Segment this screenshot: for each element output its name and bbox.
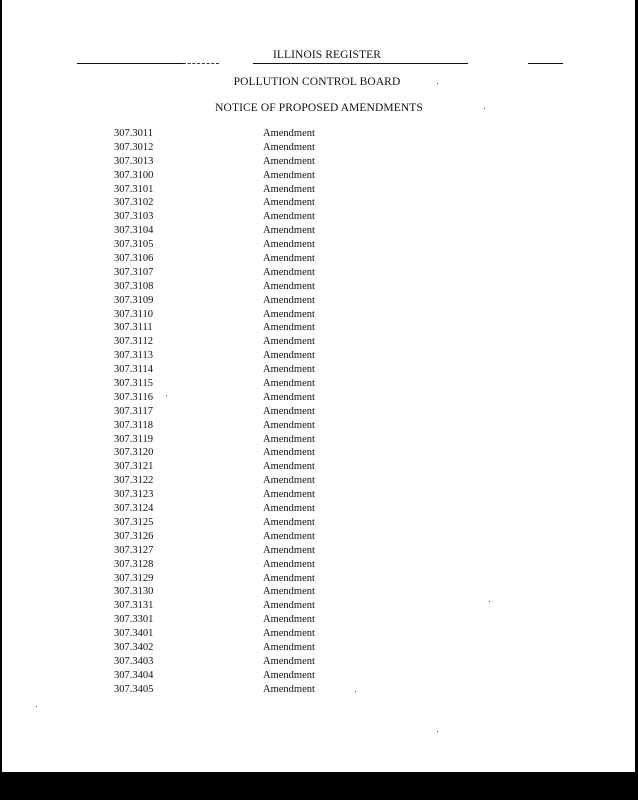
section-action: Amendment — [263, 544, 315, 556]
section-action: Amendment — [263, 600, 315, 612]
section-action: Amendment — [263, 641, 315, 653]
section-action: Amendment — [263, 211, 315, 223]
section-row — [0, 460, 638, 474]
section-number: 307.3100 — [114, 169, 154, 181]
section-row — [0, 613, 638, 627]
section-action: Amendment — [263, 322, 315, 334]
section-action: Amendment — [263, 364, 315, 376]
section-number: 307.3011 — [114, 128, 153, 139]
section-number: 307.3125 — [114, 516, 154, 528]
section-action: Amendment — [263, 266, 315, 278]
section-number: 307.3128 — [114, 558, 154, 570]
scan-speck — [437, 731, 438, 732]
section-row — [0, 210, 638, 224]
section-number: 307.3119 — [114, 433, 153, 445]
scan-speck — [36, 706, 37, 707]
scan-speck — [437, 83, 438, 84]
section-action: Amendment — [263, 197, 315, 209]
section-number: 307.3103 — [114, 211, 154, 223]
section-action: Amendment — [263, 336, 315, 348]
section-action: Amendment — [263, 350, 315, 362]
section-number: 307.3121 — [114, 461, 154, 473]
section-row — [0, 585, 638, 599]
section-number: 307.3115 — [114, 378, 153, 390]
section-row — [0, 544, 638, 558]
section-row — [0, 405, 638, 419]
section-number: 307.3111 — [114, 322, 153, 334]
section-action: Amendment — [263, 253, 315, 265]
section-number: 307.3118 — [114, 419, 153, 431]
section-row — [0, 321, 638, 335]
section-row — [0, 224, 638, 238]
section-row — [0, 169, 638, 183]
section-action: Amendment — [263, 169, 315, 181]
section-row — [0, 377, 638, 391]
section-action: Amendment — [263, 183, 315, 195]
section-row — [0, 363, 638, 377]
section-action: Amendment — [263, 614, 315, 626]
section-row — [0, 502, 638, 516]
section-action: Amendment — [263, 683, 315, 695]
section-action: Amendment — [263, 378, 315, 390]
section-row — [0, 335, 638, 349]
section-row — [0, 349, 638, 363]
section-row — [0, 558, 638, 572]
section-number: 307.3110 — [114, 308, 153, 320]
section-row — [0, 641, 638, 655]
section-number: 307.3108 — [114, 280, 154, 292]
section-action: Amendment — [263, 530, 315, 542]
section-number: 307.3129 — [114, 572, 154, 584]
section-number: 307.3405 — [114, 683, 154, 695]
section-action: Amendment — [263, 628, 315, 640]
section-row — [0, 308, 638, 322]
section-row — [0, 127, 638, 141]
section-number: 307.3117 — [114, 405, 153, 417]
section-number: 307.3127 — [114, 544, 154, 556]
section-row — [0, 252, 638, 266]
section-action: Amendment — [263, 475, 315, 487]
section-number: 307.3404 — [114, 669, 154, 681]
section-number: 307.3113 — [114, 350, 153, 362]
section-number: 307.3102 — [114, 197, 154, 209]
register-title: ILLINOIS REGISTER — [272, 49, 382, 61]
header-rule-left-dashed — [183, 63, 219, 65]
section-row — [0, 627, 638, 641]
notice-title: NOTICE OF PROPOSED AMENDMENTS — [215, 102, 423, 114]
section-number: 307.3402 — [114, 641, 154, 653]
section-row — [0, 572, 638, 586]
section-row — [0, 599, 638, 613]
section-action: Amendment — [263, 141, 315, 153]
section-row — [0, 238, 638, 252]
section-row — [0, 391, 638, 405]
section-table — [0, 127, 638, 697]
section-number: 307.3116 — [114, 391, 153, 403]
section-action: Amendment — [263, 280, 315, 292]
section-number: 307.3126 — [114, 530, 154, 542]
section-action: Amendment — [263, 433, 315, 445]
section-action: Amendment — [263, 655, 315, 667]
section-action: Amendment — [263, 447, 315, 459]
section-action: Amendment — [263, 419, 315, 431]
section-action: Amendment — [263, 225, 315, 237]
section-row — [0, 669, 638, 683]
section-row — [0, 530, 638, 544]
section-action: Amendment — [263, 516, 315, 528]
section-action: Amendment — [263, 558, 315, 570]
section-action: Amendment — [263, 391, 315, 403]
section-number: 307.3106 — [114, 253, 154, 265]
section-action: Amendment — [263, 461, 315, 473]
header-rule-center — [253, 63, 468, 64]
section-row — [0, 294, 638, 308]
section-row — [0, 683, 638, 697]
scan-speck — [355, 691, 356, 692]
section-action: Amendment — [263, 586, 315, 598]
scan-speck — [489, 601, 490, 602]
section-action: Amendment — [263, 239, 315, 251]
section-row — [0, 196, 638, 210]
section-number: 307.3104 — [114, 225, 154, 237]
section-row — [0, 419, 638, 433]
section-number: 307.3124 — [114, 503, 154, 515]
section-number: 307.3130 — [114, 586, 154, 598]
section-number: 307.3013 — [114, 155, 154, 167]
section-action: Amendment — [263, 405, 315, 417]
section-number: 307.3301 — [114, 614, 154, 626]
section-action: Amendment — [263, 572, 315, 584]
section-number: 307.3401 — [114, 628, 154, 640]
section-number: 307.3112 — [114, 336, 153, 348]
section-number: 307.3120 — [114, 447, 154, 459]
section-action: Amendment — [263, 503, 315, 515]
section-row — [0, 280, 638, 294]
agency-title: POLLUTION CONTROL BOARD — [233, 76, 401, 88]
section-action: Amendment — [263, 155, 315, 167]
section-action: Amendment — [263, 489, 315, 501]
section-action: Amendment — [263, 308, 315, 320]
section-row — [0, 141, 638, 155]
section-row — [0, 655, 638, 669]
section-row — [0, 433, 638, 447]
section-action: Amendment — [263, 128, 315, 139]
scan-bottom-band — [0, 772, 638, 800]
section-number: 307.3109 — [114, 294, 154, 306]
section-row — [0, 183, 638, 197]
section-number: 307.3105 — [114, 239, 154, 251]
scan-speck — [484, 108, 485, 109]
section-number: 307.3123 — [114, 489, 154, 501]
section-row — [0, 488, 638, 502]
header-rule-left — [77, 63, 183, 64]
section-row — [0, 474, 638, 488]
section-number: 307.3122 — [114, 475, 154, 487]
section-number: 307.3131 — [114, 600, 154, 612]
section-number: 307.3101 — [114, 183, 154, 195]
section-action: Amendment — [263, 294, 315, 306]
scan-speck — [166, 395, 167, 396]
section-number: 307.3107 — [114, 266, 154, 278]
section-row — [0, 446, 638, 460]
section-number: 307.3012 — [114, 141, 154, 153]
section-number: 307.3403 — [114, 655, 154, 667]
section-row — [0, 516, 638, 530]
section-row — [0, 266, 638, 280]
header-rule-right — [528, 63, 563, 64]
section-number: 307.3114 — [114, 364, 153, 376]
section-action: Amendment — [263, 669, 315, 681]
section-row — [0, 155, 638, 169]
